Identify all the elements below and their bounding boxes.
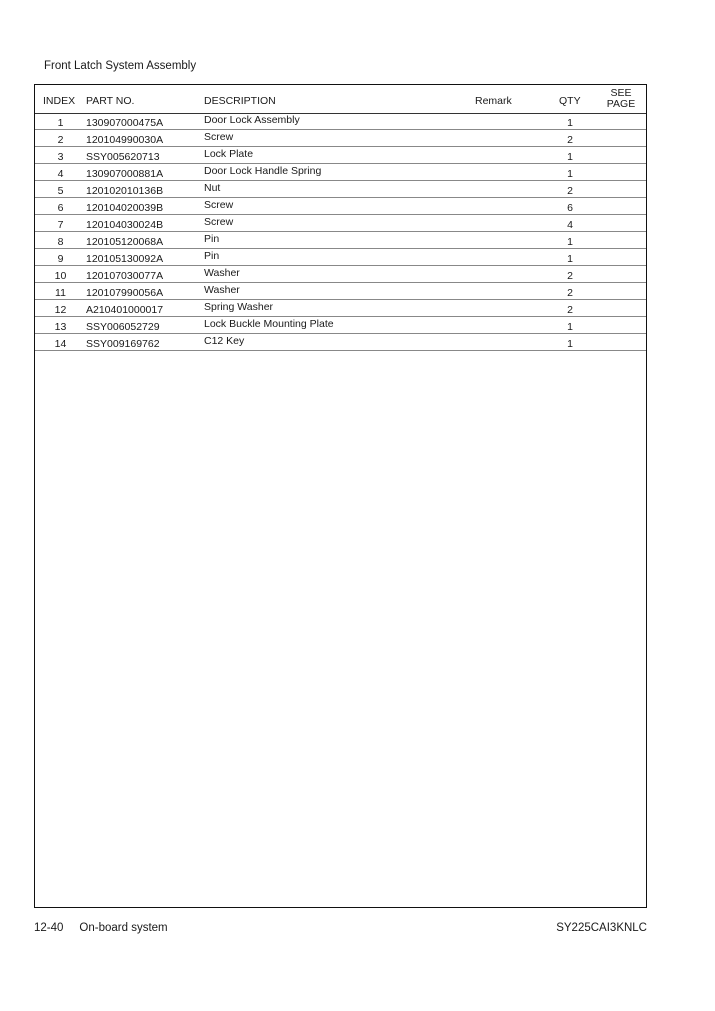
cell-part-no: SSY006052729	[86, 321, 160, 333]
cell-part-no: A210401000017	[86, 304, 164, 316]
cell-part-no: 130907000475A	[86, 117, 164, 129]
cell-part-no: 120107030077A	[86, 270, 164, 282]
cell-index: 9	[57, 253, 64, 265]
cell-description: Lock Buckle Mounting Plate	[204, 318, 334, 330]
table-row	[35, 130, 646, 147]
cell-qty: 2	[567, 270, 573, 282]
cell-index: 13	[54, 321, 67, 333]
cell-qty: 2	[567, 185, 573, 197]
cell-description: Screw	[204, 199, 234, 211]
section-name: On-board system	[79, 922, 168, 934]
table-header	[35, 85, 646, 114]
parts-table-frame	[34, 84, 647, 908]
cell-qty: 2	[567, 287, 573, 299]
cell-index: 5	[57, 185, 64, 197]
cell-part-no: 130907000881A	[86, 168, 164, 180]
header-description: DESCRIPTION	[204, 95, 276, 107]
table-row	[35, 249, 646, 266]
cell-index: 1	[57, 117, 64, 129]
cell-description: Door Lock Handle Spring	[204, 165, 322, 177]
cell-part-no: 120102010136B	[86, 185, 164, 197]
table-row	[35, 164, 646, 181]
cell-part-no: 120104990030A	[86, 134, 164, 146]
cell-index: 2	[57, 134, 64, 146]
table-row	[35, 334, 646, 351]
cell-description: Nut	[204, 182, 221, 194]
cell-description: C12 Key	[204, 335, 245, 347]
header-remark: Remark	[475, 95, 512, 107]
page-number: 12-40	[34, 922, 64, 934]
cell-index: 12	[54, 304, 67, 316]
cell-index: 14	[54, 338, 67, 350]
cell-description: Door Lock Assembly	[204, 114, 300, 126]
cell-part-no: 120105120068A	[86, 236, 164, 248]
table-row	[35, 266, 646, 283]
header-see-line: SEE	[610, 87, 632, 99]
cell-description: Spring Washer	[204, 301, 274, 313]
cell-index: 10	[54, 270, 67, 282]
cell-index: 11	[55, 287, 66, 299]
cell-description: Screw	[204, 131, 234, 143]
header-index: INDEX	[43, 95, 76, 107]
cell-qty: 1	[567, 253, 573, 265]
cell-part-no: 120104030024B	[86, 219, 164, 231]
cell-part-no: SSY009169762	[86, 338, 160, 350]
table-row	[35, 283, 646, 300]
table-row	[35, 113, 646, 130]
cell-index: 7	[57, 219, 64, 231]
cell-qty: 1	[567, 321, 573, 333]
table-row	[35, 181, 646, 198]
cell-qty: 4	[567, 219, 573, 231]
table-row	[35, 300, 646, 317]
header-part-no: PART NO.	[86, 95, 135, 107]
cell-description: Lock Plate	[204, 148, 254, 160]
cell-description: Pin	[204, 233, 220, 245]
model-code: SY225CAI3KNLC	[556, 922, 647, 934]
header-qty: QTY	[559, 95, 581, 107]
table-row	[35, 198, 646, 215]
table-row	[35, 232, 646, 249]
table-row	[35, 215, 646, 232]
cell-part-no: 120105130092A	[86, 253, 164, 265]
cell-description: Screw	[204, 216, 234, 228]
cell-part-no: SSY005620713	[86, 151, 160, 163]
cell-qty: 2	[567, 134, 573, 146]
cell-index: 4	[57, 168, 64, 180]
table-row	[35, 147, 646, 164]
cell-description: Washer	[204, 284, 240, 296]
cell-part-no: 120107990056A	[86, 287, 164, 299]
cell-index: 3	[57, 151, 64, 163]
cell-qty: 1	[567, 117, 573, 129]
cell-description: Washer	[204, 267, 240, 279]
cell-qty: 2	[567, 304, 573, 316]
cell-index: 8	[57, 236, 64, 248]
cell-qty: 1	[567, 236, 573, 248]
header-page-line: PAGE	[606, 98, 636, 110]
cell-qty: 6	[567, 202, 573, 214]
cell-part-no: 120104020039B	[86, 202, 164, 214]
table-row	[35, 317, 646, 334]
cell-qty: 1	[567, 168, 573, 180]
cell-qty: 1	[567, 151, 573, 163]
footer-left	[34, 922, 168, 934]
document-title: Front Latch System Assembly	[44, 60, 197, 72]
cell-index: 6	[57, 202, 64, 214]
cell-qty: 1	[567, 338, 573, 350]
table-body	[35, 113, 646, 351]
cell-description: Pin	[204, 250, 220, 262]
header-see-page	[601, 88, 641, 110]
